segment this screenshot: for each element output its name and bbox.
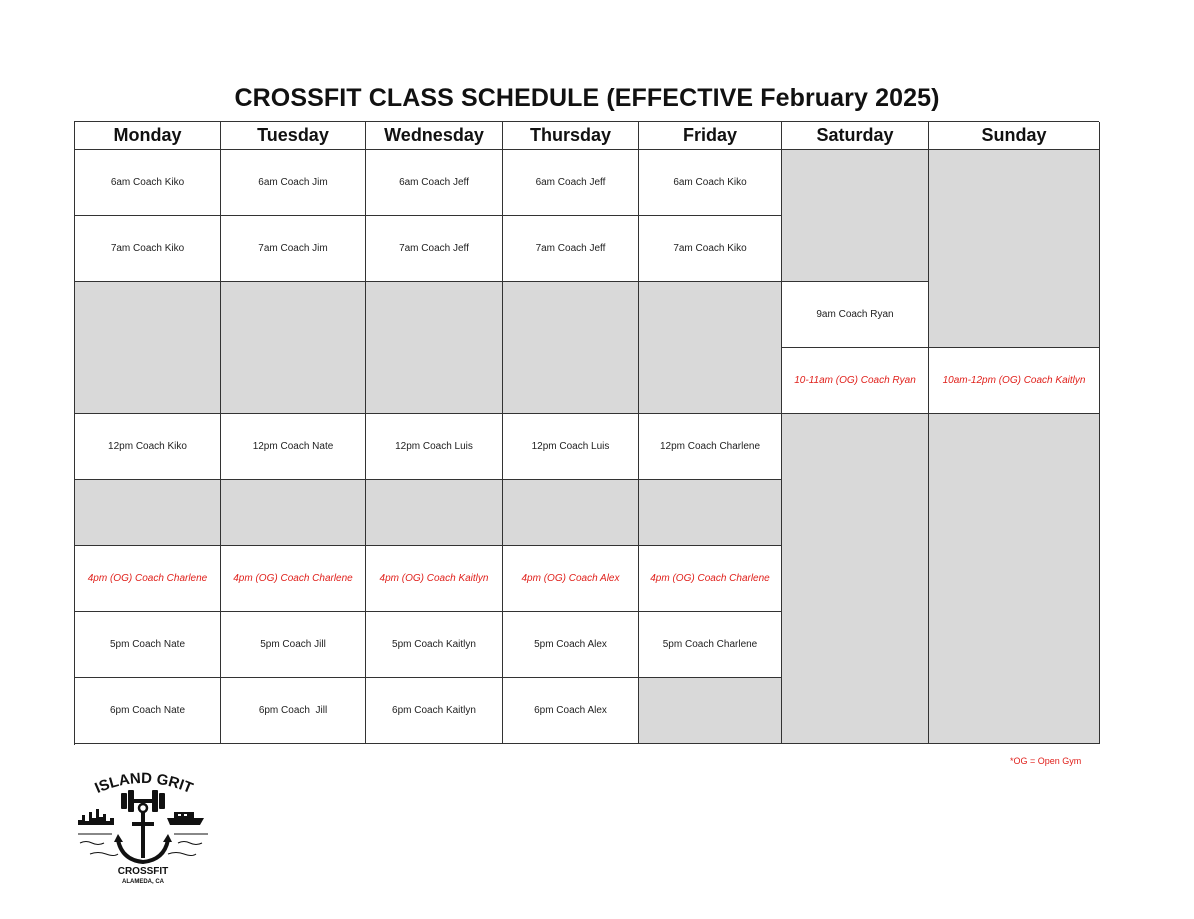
class-cell: 7am Coach Kiko	[75, 216, 221, 282]
class-cell: 12pm Coach Kiko	[75, 414, 221, 480]
empty-cell	[639, 282, 782, 414]
empty-cell	[366, 480, 503, 546]
class-cell: 12pm Coach Luis	[503, 414, 639, 480]
empty-cell	[221, 480, 366, 546]
empty-cell	[366, 282, 503, 414]
open-gym-cell: 4pm (OG) Coach Kaitlyn	[366, 546, 503, 612]
class-cell: 5pm Coach Alex	[503, 612, 639, 678]
empty-cell	[503, 282, 639, 414]
empty-cell	[639, 480, 782, 546]
header-thursday: Thursday	[503, 122, 639, 150]
page-title: CROSSFIT CLASS SCHEDULE (EFFECTIVE February 2025)	[234, 84, 940, 112]
empty-cell	[929, 150, 1100, 348]
open-gym-cell: 10-11am (OG) Coach Ryan	[782, 348, 929, 414]
class-cell: 6pm Coach Jill	[221, 678, 366, 744]
class-cell: 6pm Coach Alex	[503, 678, 639, 744]
class-cell: 6am Coach Kiko	[75, 150, 221, 216]
header-friday: Friday	[639, 122, 782, 150]
class-cell: 6am Coach Kiko	[639, 150, 782, 216]
header-wednesday: Wednesday	[366, 122, 503, 150]
schedule-table	[74, 121, 1099, 745]
class-cell: 6pm Coach Kaitlyn	[366, 678, 503, 744]
footnote: *OG = Open Gym	[1010, 756, 1082, 766]
class-cell: 7am Coach Kiko	[639, 216, 782, 282]
header-saturday: Saturday	[782, 122, 929, 150]
class-cell: 12pm Coach Luis	[366, 414, 503, 480]
open-gym-cell: 4pm (OG) Coach Charlene	[75, 546, 221, 612]
empty-cell	[503, 480, 639, 546]
class-cell: 5pm Coach Nate	[75, 612, 221, 678]
class-cell: 7am Coach Jeff	[366, 216, 503, 282]
class-cell: 5pm Coach Kaitlyn	[366, 612, 503, 678]
class-cell: 6am Coach Jim	[221, 150, 366, 216]
empty-cell	[782, 414, 929, 744]
logo-location-text: ALAMEDA, CA	[122, 879, 164, 885]
empty-cell	[929, 414, 1100, 744]
empty-cell	[75, 480, 221, 546]
empty-cell	[75, 282, 221, 414]
header-monday: Monday	[75, 122, 221, 150]
class-cell: 6am Coach Jeff	[503, 150, 639, 216]
empty-cell	[782, 150, 929, 282]
class-cell: 7am Coach Jim	[221, 216, 366, 282]
class-cell: 5pm Coach Jill	[221, 612, 366, 678]
logo-bottom-text: CROSSFIT	[117, 866, 169, 877]
class-cell: 6am Coach Jeff	[366, 150, 503, 216]
header-sunday: Sunday	[929, 122, 1100, 150]
island-grit-logo	[74, 768, 212, 886]
open-gym-cell: 4pm (OG) Coach Charlene	[639, 546, 782, 612]
class-cell: 6pm Coach Nate	[75, 678, 221, 744]
header-tuesday: Tuesday	[221, 122, 366, 150]
open-gym-cell: 10am-12pm (OG) Coach Kaitlyn	[929, 348, 1100, 414]
class-cell: 12pm Coach Charlene	[639, 414, 782, 480]
logo-top-text: ISLAND GRIT	[92, 769, 196, 798]
open-gym-cell: 4pm (OG) Coach Charlene	[221, 546, 366, 612]
class-cell: 12pm Coach Nate	[221, 414, 366, 480]
empty-cell	[221, 282, 366, 414]
class-cell: 9am Coach Ryan	[782, 282, 929, 348]
class-cell: 7am Coach Jeff	[503, 216, 639, 282]
empty-cell	[639, 678, 782, 744]
open-gym-cell: 4pm (OG) Coach Alex	[503, 546, 639, 612]
class-cell: 5pm Coach Charlene	[639, 612, 782, 678]
